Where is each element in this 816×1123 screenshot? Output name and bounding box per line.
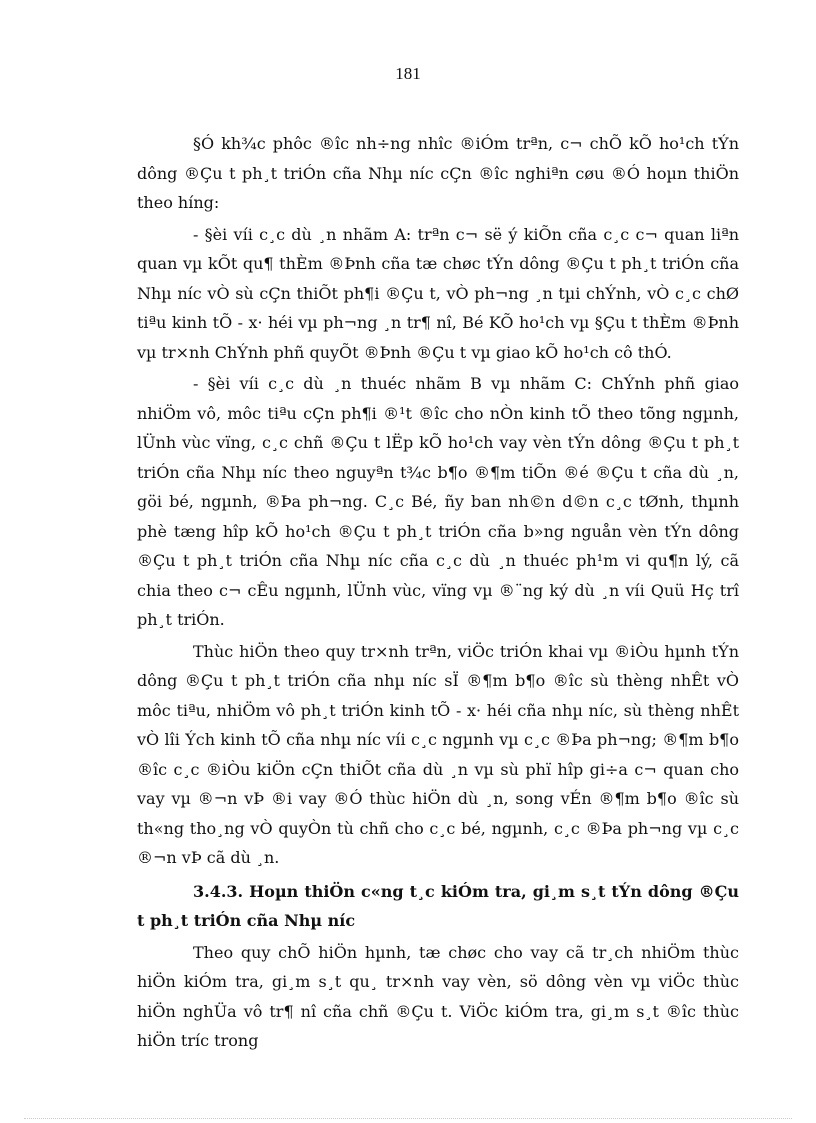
group-bc-paragraph: - §èi víi c¸c dù ¸n thuéc nhãm B vµ nhãm C: ChÝnh phñ giao nhiÖm vô, môc tiªu cÇn ph¶i ®¹t ®îc cho nÒn kinh tÕ theo tõng ngµnh, lÜnh vùc vïng, c¸c chñ ®Çu t lËp kÕ ho¹ch vay vèn tÝn dông ®Çu t ph¸t triÓn cña Nhµ níc theo nguyªn t¾c b¶o ®¶m tiÕn ®é ®Çu t cña dù ¸n, göi bé, ngµnh, ®Þa ph¬ng. C¸c Bé, ñy ban nh©n d©n c¸c tØnh, thµnh phè tæng hîp kÕ ho¹ch ®Çu t ph¸t triÓn cña b»ng nguån vèn tÝn dông ®Çu t ph¸t triÓn cña Nhµ níc cña c¸c dù ¸n thuéc ph¹m vi qu¶n lý, cã chia theo c¬ cÊu ngµnh, lÜnh vùc, vïng vµ ®¨ng ký dù ¸n víi Quü Hç trî ph¸t triÓn.	[137, 374, 739, 629]
document-body	[137, 129, 739, 1058]
page-number: 181	[395, 64, 421, 83]
section-paragraph: Theo quy chÕ hiÖn hµnh, tæ chøc cho vay cã tr¸ch nhiÖm thùc hiÖn kiÓm tra, gi¸m s¸t qu¸ tr×nh vay vèn, sö dông vèn vµ viÖc thùc hiÖn nghÜa vô tr¶ nî cña chñ ®Çu t. ViÖc kiÓm tra, gi¸m s¸t ®îc thùc hiÖn tríc trong	[137, 942, 739, 1050]
group-a-paragraph: - §èi víi c¸c dù ¸n nhãm A: trªn c¬ së ý kiÕn cña c¸c c¬ quan liªn quan vµ kÕt qu¶ thÈm ®Þnh cña tæ chøc tÝn dông ®Çu t ph¸t triÓn cña Nhµ níc vÒ sù cÇn thiÕt ph¶i ®Çu t, vÒ ph¬ng ¸n tµi chÝnh, vÒ c¸c chØ tiªu kinh tÕ - x· héi vµ ph¬ng ¸n tr¶ nî, Bé KÕ ho¹ch vµ §Çu t thÈm ®Þnh vµ tr×nh ChÝnh phñ quyÕt ®Þnh ®Çu t vµ giao kÕ ho¹ch cô thÓ.	[137, 224, 739, 362]
intro-paragraph: §Ó kh¾c phôc ®îc nh÷ng nhîc ®iÓm trªn, c¬ chÕ kÕ ho¹ch tÝn dông ®Çu t ph¸t triÓn cña Nhµ níc cÇn ®îc nghiªn cøu ®Ó hoµn thiÖn theo híng:	[137, 134, 739, 212]
process-paragraph: Thùc hiÖn theo quy tr×nh trªn, viÖc triÓn khai vµ ®iÒu hµnh tÝn dông ®Çu t ph¸t triÓn cña nhµ níc sÏ ®¶m b¶o ®îc sù thèng nhÊt vÒ môc tiªu, nhiÖm vô ph¸t triÓn kinh tÕ - x· héi cña nhµ níc, sù thèng nhÊt vÒ lîi Ých kinh tÕ cña nhµ níc víi c¸c ngµnh vµ c¸c ®Þa ph¬ng; ®¶m b¶o ®îc c¸c ®iÒu kiÖn cÇn thiÕt cña dù ¸n vµ sù phï hîp gi÷a c¬ quan cho vay vµ ®¬n vÞ ®i vay ®Ó thùc hiÖn dù ¸n, song vÉn ®¶m b¶o ®îc sù th«ng tho¸ng vÒ quyÒn tù chñ cho c¸c bé, ngµnh, c¸c ®Þa ph¬ng vµ c¸c ®¬n vÞ cã dù ¸n.	[137, 641, 739, 867]
section-heading: 3.4.3. Hoµn thiÖn c«ng t¸c kiÓm tra, gi¸m s¸t tÝn dông ®Çu t ph¸t triÓn cña Nhµ níc	[137, 881, 739, 930]
footer-divider	[24, 1118, 792, 1119]
